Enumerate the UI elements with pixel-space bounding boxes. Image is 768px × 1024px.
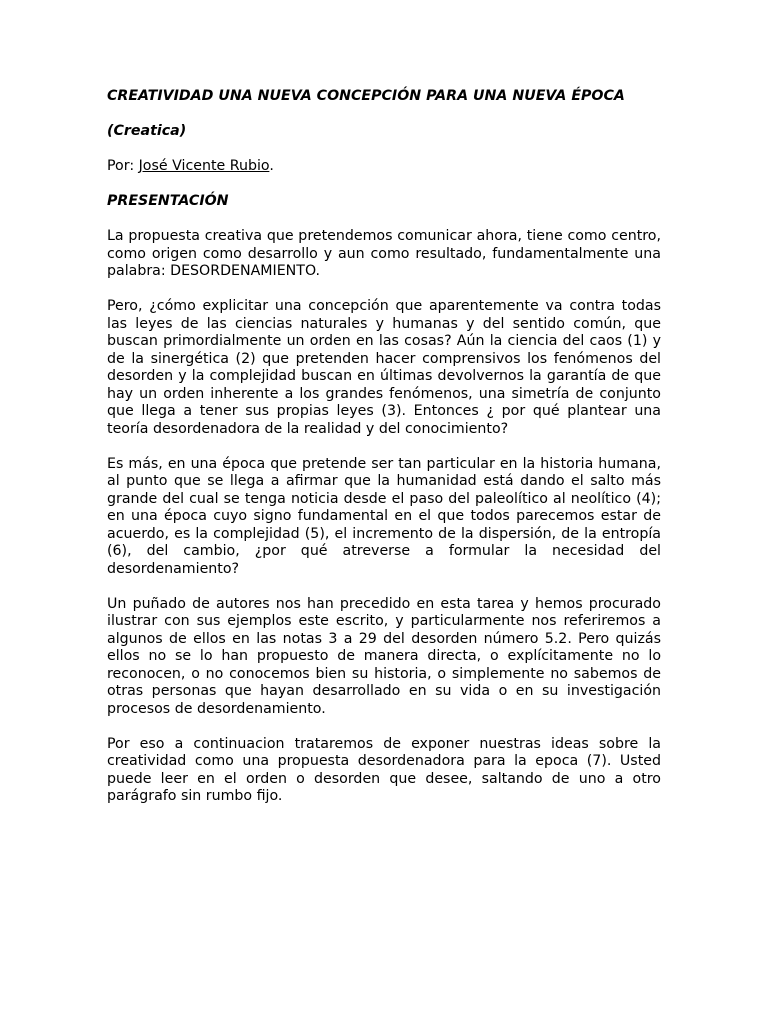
byline-prefix: Por: <box>107 158 139 174</box>
document-title: CREATIVIDAD UNA NUEVA CONCEPCIÓN PARA UNA NUEVA ÉPOCA <box>107 88 625 104</box>
paragraph-2: Pero, ¿cómo explicitar una concepción que aparentemente va contra todas las leyes de las ciencias naturales y humanas y del sentido común, que buscan primordialmente un orden en las cosas? Aún la ciencia del caos (1) y de la sinergética (2) que pretenden hacer comprensivos los fenómenos del desorden y la complejidad buscan en últimas devolvernos la garantía de que hay un orden inherente a los grandes fenómenos, una simetría de conjunto que llega a tener sus propias leyes (3). Entonces ¿ por qué plantear una teoría desordenadora de la realidad y del conocimiento? <box>107 298 661 437</box>
byline-suffix: . <box>269 158 274 174</box>
document-subtitle: (Creatica) <box>107 123 187 139</box>
paragraph-4: Un puñado de autores nos han precedido en esta tarea y hemos procurado ilustrar con sus ejemplos este escrito, y particularmente nos referiremos a algunos de ellos en las notas 3 a 29 del desorden número 5.2. Pero quizás ellos no se lo han propuesto de manera directa, o explícitamente no lo reconocen, o no conocemos bien su historia, o simplemente no sabemos de otras personas que hayan desarrollado en su vida o en su investigación procesos de desordenamiento. <box>107 595 661 717</box>
paragraph-1: La propuesta creativa que pretendemos comunicar ahora, tiene como centro, como origen como desarrollo y aun como resultado, fundamentalmente una palabra: DESORDENAMIENTO. <box>107 228 661 279</box>
byline <box>107 158 661 176</box>
section-heading: PRESENTACIÓN <box>107 193 229 209</box>
document-page <box>107 88 661 806</box>
author-link[interactable]: José Vicente Rubio <box>138 158 270 174</box>
paragraph-5: Por eso a continuacion trataremos de exponer nuestras ideas sobre la creatividad como una propuesta desordenadora para la epoca (7). Usted puede leer en el orden o desorden que desee, saltando de uno a otro parágrafo sin rumbo fijo. <box>107 735 661 804</box>
paragraph-3: Es más, en una época que pretende ser tan particular en la historia humana, al punto que se llega a afirmar que la humanidad está dando el salto más grande del cual se tenga noticia desde el paso del paleolítico al neolítico (4); en una época cuyo signo fundamental en el que todos parecemos estar de acuerdo, es la complejidad (5), el incremento de la dispersión, de la entropía (6), del cambio, ¿por qué atreverse a formular la necesidad del desordenamiento? <box>107 455 661 577</box>
